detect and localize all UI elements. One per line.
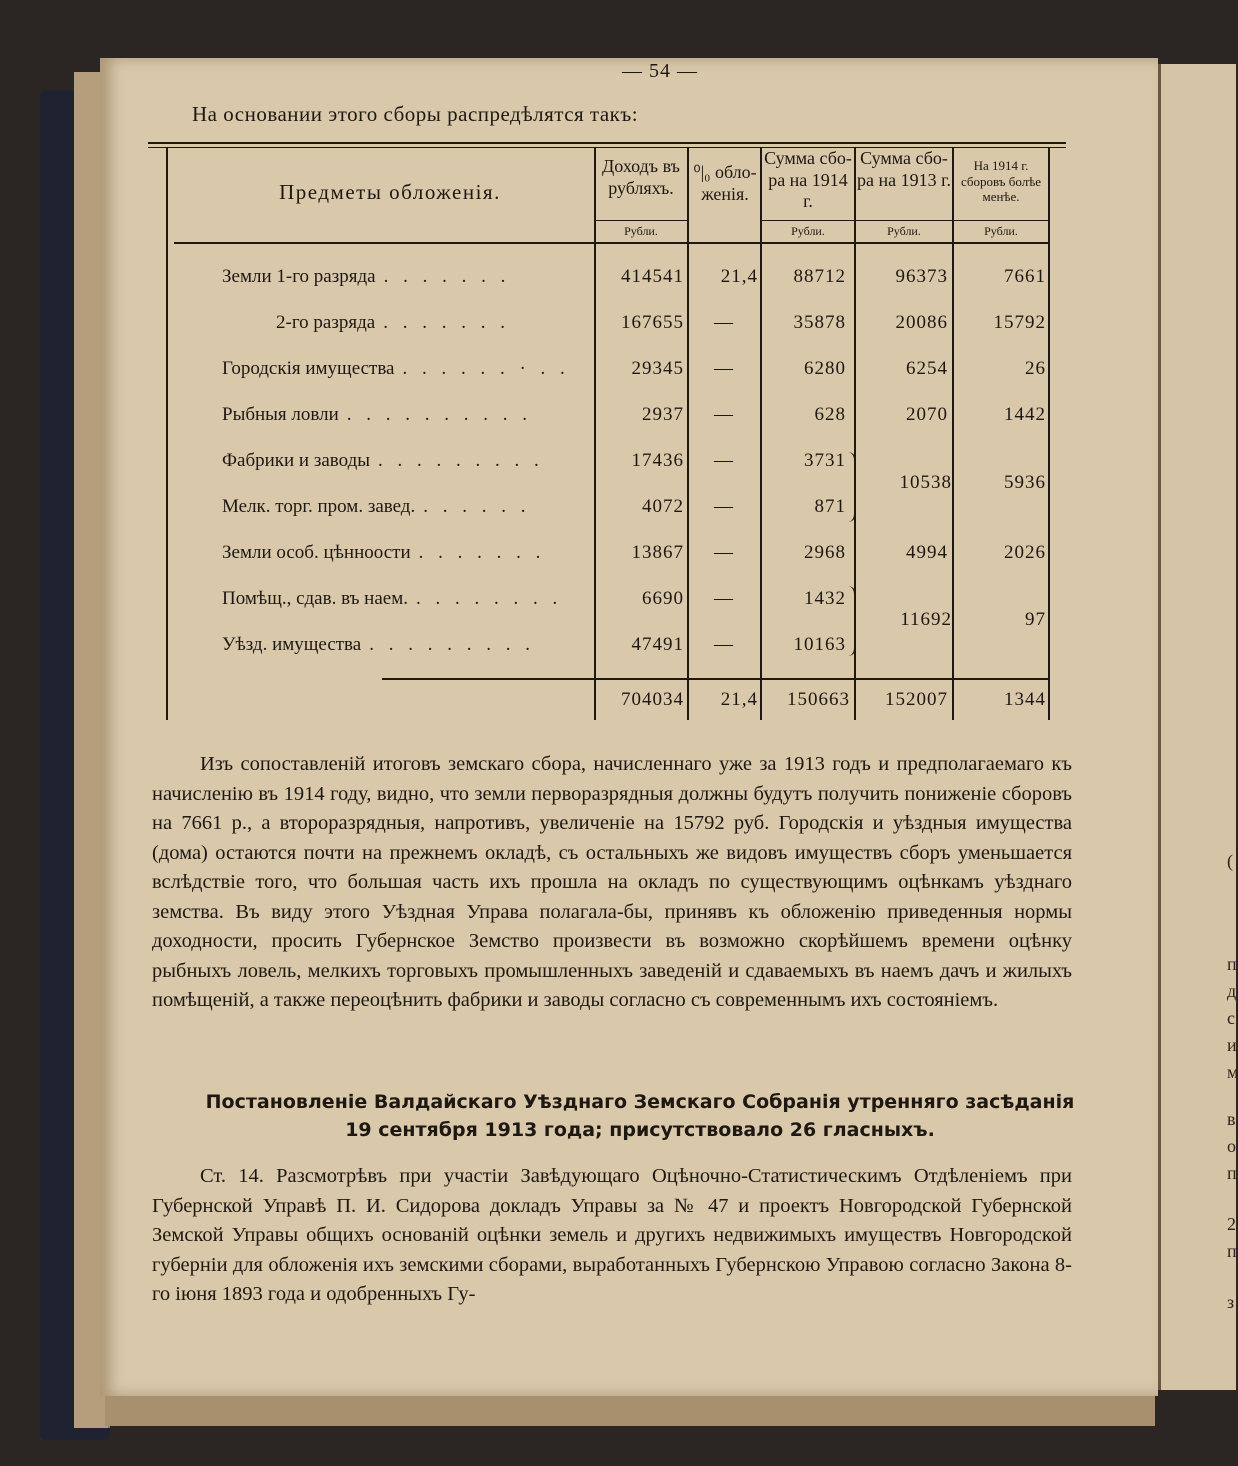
leader-dots: . . . . . . [423, 496, 531, 517]
row-label [276, 312, 510, 334]
paragraph-text: Изъ сопоставленій итоговъ земскаго сбора, начисленнаго уже за 1913 годъ и предполагаемаго къ начисленію въ 1914 году, видно, что земли перворазрядныя должны будутъ получить пониженіе сборовъ на 7661 р., а второразрядныя, напротивъ, увеличеніе на 15792 руб. Городскія и уѣздныя имущества (дома) остаются почти на прежнемъ окладѣ, съ остальныхъ же видовъ имуществъ сборъ уменьшается вслѣдствіе того, что большая часть ихъ прошла на окладъ по существующимъ оцѣнкамъ уѣзднаго земства. Въ виду этого Уѣздная Управа полагала-бы, принявъ къ обложенію приведенныя нормы доходности, просить Губернское Земство произвести въ возможно скорѣйшемъ времени оцѣнку рыбныхъ ловель, мелкихъ торговыхъ промышленныхъ заведеній и сдаваемыхъ въ наемъ дачъ и жилыхъ помѣщеній, а также переоцѣнить фабрики и заводы согласно съ современнымъ ихъ состояніемъ. [152, 753, 1072, 1011]
cell-difference: 15792 [993, 312, 1046, 333]
row-label [222, 450, 544, 472]
cell-income: 47491 [631, 634, 684, 655]
resolution-heading [140, 1088, 1140, 1144]
cell-sum-1913: 20086 [895, 312, 948, 333]
cell-difference: 7661 [1004, 266, 1046, 287]
row-label [222, 634, 535, 656]
cell-income: 17436 [631, 450, 684, 471]
row-label-text: Рыбныя ловли [222, 404, 339, 425]
cell-percent: — [714, 312, 734, 333]
header-sum-1914: Сумма сбо- ра на 1914 г. [764, 148, 852, 212]
cell-income: 29345 [631, 358, 684, 379]
total-sum-1913: 152007 [885, 689, 948, 710]
cell-sum-1913: 4994 [906, 542, 948, 563]
cell-percent: — [714, 634, 734, 655]
leader-dots: . . . . . . . [383, 312, 510, 333]
row-label-text: Земли особ. цѣнноости [222, 542, 411, 563]
cell-percent: — [714, 588, 734, 609]
paragraph-text: Ст. 14. Разсмотрѣвъ при участіи Завѣдующаго Оцѣночно-Статистическимъ Отдѣленіемъ при Губернской Управѣ П. И. Сидорова докладъ Управы за № 47 и проектъ Новгородской Губернской Земской Управы общихъ основаній оцѣнки земель и другихъ недвижимыхъ имуществъ Новгородской губерніи для обложенія ихъ земскими сборами, выработанныхъ Губернскою Управою согласно Закона 8-го іюня 1893 года и одобренныхъ Гу- [152, 1165, 1072, 1305]
cell-sum-1913: 2070 [906, 404, 948, 425]
cell-sum-1913-group: 10538 [899, 472, 952, 493]
cell-sum-1914: 88712 [793, 266, 846, 287]
table-top-rule [148, 142, 1066, 144]
row-label [222, 496, 530, 518]
row-label-text: Помѣщ., сдав. въ наем. [222, 588, 408, 609]
paragraph-comparison [152, 750, 1072, 1016]
row-label-text: Мелк. торг. пром. завед. [222, 496, 416, 517]
leader-dots: . . . . . . . . . [369, 634, 535, 655]
cell-percent: 21,4 [720, 266, 758, 287]
fragment-char: п [1227, 1241, 1237, 1261]
row-label [222, 358, 570, 380]
cell-percent: — [714, 496, 734, 517]
header-difference: На 1914 г. сборовъ болѣе менѣе. [960, 158, 1042, 205]
cell-sum-1914: 1432 [804, 588, 846, 609]
paragraph-article-14 [152, 1162, 1072, 1310]
heading-line-2: 19 сентября 1913 года; присутствовало 26 гласныхъ. [345, 1119, 935, 1141]
fragment-char: з [1227, 1292, 1235, 1312]
cell-income: 414541 [621, 266, 684, 287]
fragment-char: и [1227, 1035, 1237, 1055]
leader-dots: . . . . . . . . [415, 588, 563, 609]
cell-income: 13867 [631, 542, 684, 563]
cell-difference: 26 [1025, 358, 1046, 379]
row-label-text: 2-го разряда [276, 312, 376, 333]
leader-dots: . . . . . . . . . [378, 450, 544, 471]
fragment-char: п [1227, 954, 1237, 974]
fragment-char: ( [1227, 851, 1233, 871]
fragment-char: о [1227, 1136, 1236, 1156]
leader-dots: . . . . . . · . . [402, 358, 570, 379]
row-label-text: Фабрики и заводы [222, 450, 371, 471]
unit-rule [760, 220, 1048, 221]
leader-dots: . . . . . . . [418, 542, 546, 563]
unit-rule [594, 220, 687, 221]
cell-sum-1913: 96373 [895, 266, 948, 287]
cell-difference: 2026 [1004, 542, 1046, 563]
header-rule [174, 242, 1048, 244]
total-income: 704034 [621, 689, 684, 710]
cell-income: 2937 [642, 404, 684, 425]
fragment-char: п [1227, 1163, 1237, 1183]
row-label-text: Земли 1-го разряда [222, 266, 376, 287]
unit-difference: Рубли. [984, 224, 1018, 238]
cell-percent: — [714, 450, 734, 471]
cell-sum-1914: 2968 [804, 542, 846, 563]
cell-sum-1914: 10163 [793, 634, 846, 655]
table-right-border [1048, 148, 1050, 720]
book-page [100, 58, 1158, 1396]
row-label [222, 404, 532, 426]
row-label-text: Городскія имущества [222, 358, 395, 379]
cell-sum-1914: 35878 [793, 312, 846, 333]
cell-diff-group: 5936 [1004, 472, 1046, 493]
row-label [222, 266, 510, 288]
cell-sum-1914: 6280 [804, 358, 846, 379]
group-brace [848, 586, 856, 656]
unit-sum-1914: Рубли. [791, 224, 825, 238]
cell-income: 167655 [621, 312, 684, 333]
cell-sum-1913-group: 11692 [900, 609, 952, 630]
leader-dots: . . . . . . . [383, 266, 511, 287]
cell-percent: — [714, 404, 734, 425]
header-income: Доходъ въ рубляхъ. [602, 156, 680, 198]
cell-diff-group: 97 [1025, 609, 1046, 630]
header-subject: Предметы обложенія. [279, 180, 501, 204]
fragment-char: м [1227, 1062, 1238, 1082]
page-stack-bottom [105, 1396, 1155, 1426]
unit-income: Рубли. [624, 224, 658, 238]
cell-sum-1913: 6254 [906, 358, 948, 379]
fragment-char: в [1227, 1109, 1236, 1129]
fragment-char: с [1227, 1008, 1235, 1028]
header-percent: ⁰|₀ обло- женія. [693, 162, 757, 204]
group-brace [848, 452, 856, 522]
header-sum-1913: Сумма сбо- ра на 1913 г. [857, 148, 951, 190]
total-rule [382, 678, 1048, 680]
total-difference: 1344 [1004, 689, 1046, 710]
page-number: — 54 — [622, 60, 698, 82]
facing-page-fragment [1158, 64, 1236, 1390]
row-label-text: Уѣзд. имущества [222, 634, 362, 655]
total-percent: 21,4 [720, 689, 758, 710]
total-sum-1914: 150663 [787, 689, 850, 710]
unit-sum-1913: Рубли. [887, 224, 921, 238]
cell-income: 4072 [642, 496, 684, 517]
row-label [222, 588, 562, 610]
cell-percent: — [714, 358, 734, 379]
cell-income: 6690 [642, 588, 684, 609]
cell-sum-1914: 3731 [804, 450, 846, 471]
cell-percent: — [714, 542, 734, 563]
cell-sum-1914: 628 [814, 404, 846, 425]
fragment-char: 2 [1227, 1214, 1236, 1234]
table-left-border [166, 148, 168, 720]
cell-difference: 1442 [1004, 404, 1046, 425]
col-divider [687, 148, 689, 720]
heading-line-1: Постановленіе Валдайскаго Уѣзднаго Земскаго Собранія утренняго засѣданія [205, 1091, 1075, 1113]
leader-dots: . . . . . . . . . . [346, 404, 533, 425]
intro-line: На основании этого сборы распредѣлятся такъ: [192, 102, 639, 126]
cell-sum-1914: 871 [814, 496, 846, 517]
row-label [222, 542, 545, 564]
fragment-char: д [1227, 981, 1237, 1001]
